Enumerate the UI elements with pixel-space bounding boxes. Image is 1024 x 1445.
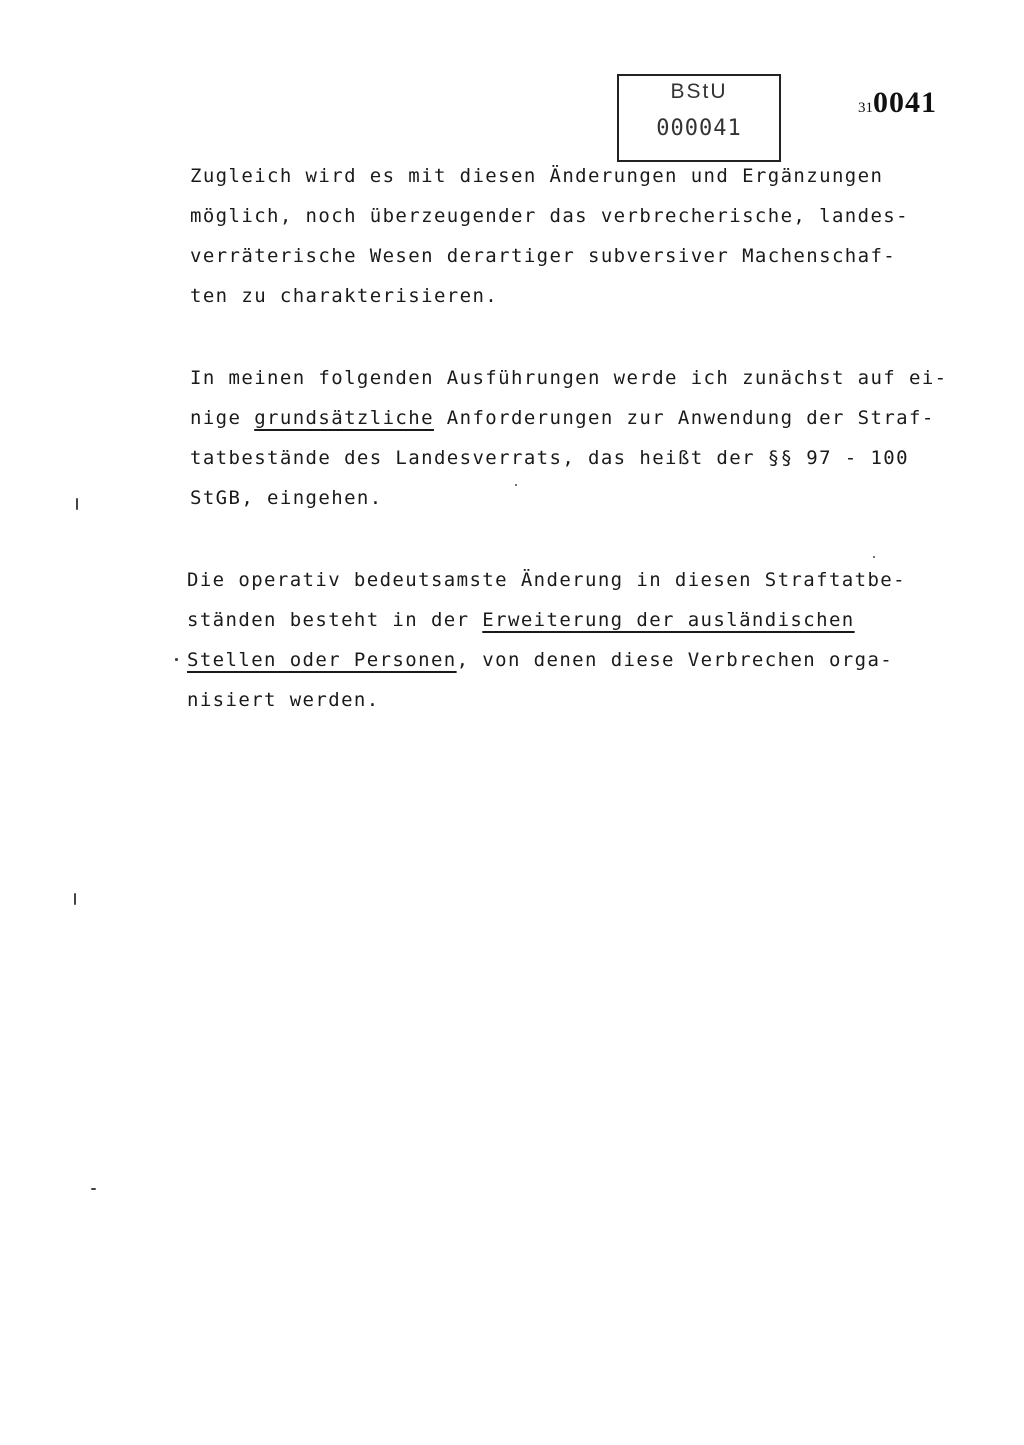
paragraph-2 bbox=[190, 358, 948, 518]
stamp-label: BStU bbox=[670, 80, 728, 103]
text-segment: Die operativ bedeutsamste Änderung in diesen Straftatbe- bbox=[187, 569, 906, 591]
stamp-number: 000041 bbox=[656, 116, 742, 141]
text-segment: In meinen folgenden Ausführungen werde ich zunächst auf ei- bbox=[190, 367, 948, 389]
text-line bbox=[190, 478, 910, 518]
text-line bbox=[190, 156, 910, 196]
paragraph-3 bbox=[187, 560, 907, 720]
text-line bbox=[190, 398, 935, 438]
scan-speck bbox=[175, 658, 178, 661]
text-segment: Anforderungen zur Anwendung der Straf- bbox=[433, 407, 935, 429]
scan-speck bbox=[873, 556, 875, 558]
text-segment: StGB, eingehen. bbox=[190, 487, 383, 509]
text-segment: nige bbox=[190, 407, 255, 429]
text-line bbox=[187, 680, 907, 720]
scan-speck bbox=[76, 498, 78, 510]
text-line bbox=[190, 276, 910, 316]
text-segment: ten zu charakterisieren. bbox=[190, 285, 499, 307]
page-number-main: 0041 bbox=[873, 86, 937, 119]
paragraph-1 bbox=[190, 156, 910, 316]
text-line bbox=[187, 640, 907, 680]
text-segment: verräterische Wesen derartiger subversiver Machenschaf- bbox=[190, 245, 897, 267]
text-line bbox=[190, 236, 910, 276]
page-number-prefix: 31 bbox=[858, 100, 873, 116]
text-line bbox=[187, 560, 907, 600]
underlined-text: grundsätzliche bbox=[254, 407, 434, 429]
text-segment: nisiert werden. bbox=[187, 689, 380, 711]
text-segment: möglich, noch überzeugender das verbrecherische, landes- bbox=[190, 205, 909, 227]
archive-stamp bbox=[617, 74, 781, 162]
text-segment: , von denen diese Verbrechen orga- bbox=[456, 649, 894, 671]
scan-speck bbox=[74, 893, 76, 905]
text-segment: ständen besteht in der bbox=[187, 609, 483, 631]
text-line bbox=[187, 600, 907, 640]
scan-speck bbox=[91, 1188, 96, 1190]
underlined-text: Erweiterung der ausländischen bbox=[482, 609, 855, 631]
text-segment: tatbestände des Landesverrats, das heißt der §§ 97 - 100 bbox=[190, 447, 909, 469]
text-line bbox=[190, 358, 948, 398]
scan-speck bbox=[515, 484, 517, 486]
page-number bbox=[858, 86, 937, 120]
text-line bbox=[190, 438, 910, 478]
text-line bbox=[190, 196, 910, 236]
underlined-text: Stellen oder Personen bbox=[187, 649, 457, 671]
text-segment: Zugleich wird es mit diesen Änderungen und Ergänzungen bbox=[190, 165, 884, 187]
